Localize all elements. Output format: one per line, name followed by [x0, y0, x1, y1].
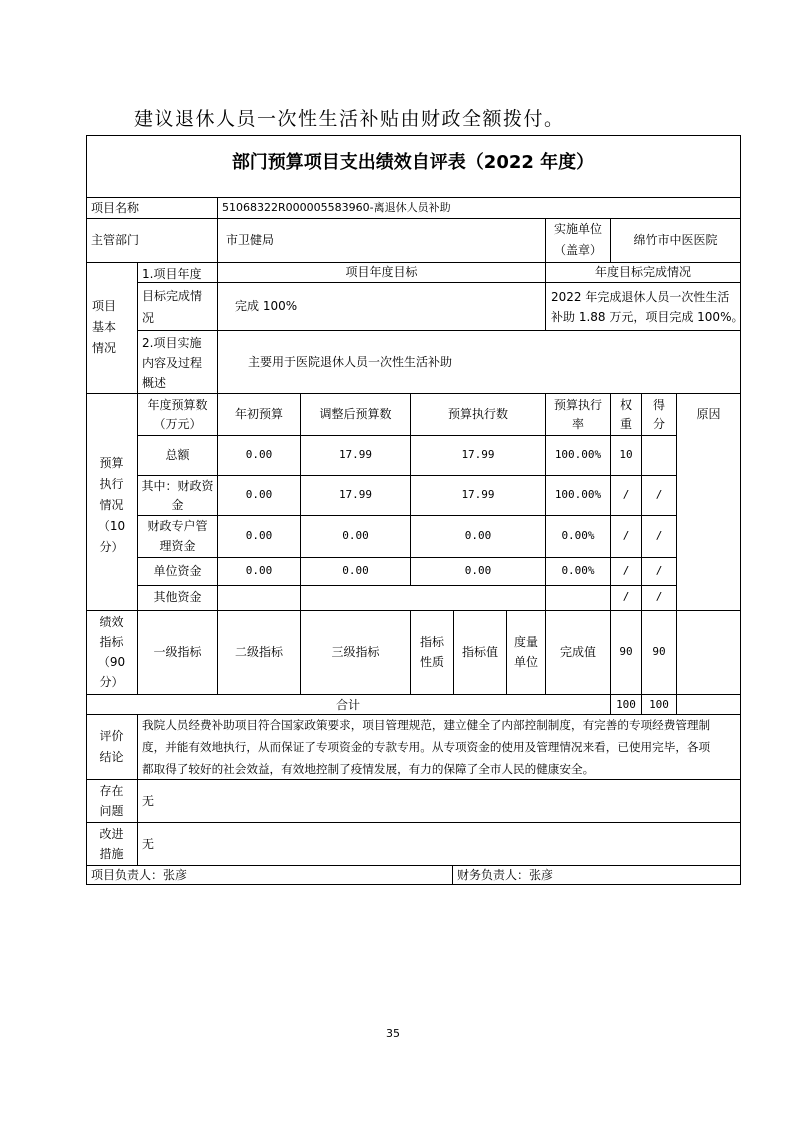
- eval-label-1: 评价: [99, 729, 124, 743]
- impl-unit-label: 实施单位: [553, 222, 602, 236]
- budget-row-label: 财政专户管: [147, 519, 208, 533]
- total-label: 合计: [335, 698, 360, 712]
- budget-header-rate-2: 率: [571, 417, 584, 431]
- issues-value: 无: [142, 794, 155, 808]
- budget-label-1: 预算: [99, 456, 124, 470]
- impl-unit-value: 绵竹市中医医院: [633, 233, 718, 247]
- budget-header-rate-1: 预算执行: [553, 398, 602, 412]
- perf-header-unit-2: 单位: [513, 655, 538, 669]
- budget-row-score: /: [655, 529, 663, 542]
- basic-label-3: 情况: [92, 341, 117, 355]
- page-title: 部门预算项目支出绩效自评表（2022 年度）: [231, 152, 595, 173]
- perf-header-level2: 二级指标: [234, 645, 283, 659]
- budget-row-weight: /: [622, 590, 630, 603]
- budget-row-adjusted: 0.00: [342, 529, 369, 542]
- goal-col-header: 项目年度目标: [345, 265, 418, 279]
- goal-completion-1: 2022 年完成退休人员一次性生活: [551, 290, 730, 304]
- budget-row-weight: /: [622, 488, 630, 501]
- completion-col-header: 年度目标完成情况: [594, 265, 691, 279]
- improve-label-2: 措施: [99, 847, 124, 861]
- budget-row-adjusted: 17.99: [338, 448, 373, 461]
- budget-header-amount-2: （万元）: [153, 417, 202, 431]
- budget-row-initial: 0.00: [245, 448, 273, 461]
- budget-header-reason: 原因: [696, 407, 721, 421]
- budget-header-initial: 年初预算: [234, 407, 283, 421]
- perf-header-unit-1: 度量: [513, 635, 538, 649]
- budget-row-rate: 100.00%: [554, 488, 602, 501]
- budget-header-adjusted: 调整后预算数: [319, 407, 392, 421]
- budget-row-score: /: [655, 590, 663, 603]
- project-lead: 项目负责人：张彦: [91, 868, 188, 882]
- perf-header-level3: 三级指标: [331, 645, 380, 659]
- perf-header-level1: 一级指标: [153, 645, 202, 659]
- issues-label-2: 问题: [99, 804, 124, 818]
- perf-label-3: （90: [97, 655, 126, 669]
- budget-header-score-1: 得: [652, 398, 665, 412]
- budget-row-initial: 0.00: [245, 564, 273, 577]
- budget-header-executed: 预算执行数: [447, 407, 508, 421]
- perf-header-nature-1: 指标: [419, 635, 444, 649]
- perf-weight: 90: [619, 645, 633, 658]
- perf-label-2: 指标: [99, 635, 124, 649]
- budget-row-weight: /: [622, 564, 630, 577]
- improve-value: 无: [142, 837, 155, 851]
- budget-row-label: 总额: [165, 448, 190, 462]
- impl-label-1: 2.项目实施: [142, 336, 202, 350]
- budget-row-score: /: [655, 564, 663, 577]
- basic-label-2: 基本: [92, 320, 117, 334]
- basic-label-1: 项目: [92, 299, 117, 313]
- impl-value: 主要用于医院退休人员一次性生活补助: [248, 355, 453, 369]
- perf-header-nature-2: 性质: [419, 655, 444, 669]
- budget-row-initial: 0.00: [245, 529, 273, 542]
- eval-text-line-2: 度，并能有效地执行，从而保证了专项资金的专款专用。从专项资金的使用及管理情况来看，已使用完毕，各项: [142, 740, 711, 754]
- budget-row-score: /: [655, 488, 663, 501]
- intro-line: 建议退休人员一次性生活补贴由财政全额拨付。: [134, 108, 565, 130]
- impl-label-2: 内容及过程: [142, 356, 203, 370]
- budget-row-rate: 0.00%: [561, 564, 595, 577]
- perf-label-1: 绩效: [99, 615, 124, 629]
- budget-header-weight-2: 重: [619, 417, 632, 431]
- budget-row-rate: 100.00%: [554, 448, 602, 461]
- goal-label-2: 目标完成情: [142, 289, 203, 303]
- impl-label-3: 概述: [142, 376, 167, 390]
- budget-header-score-2: 分: [652, 417, 665, 431]
- budget-row-rate: 0.00%: [561, 529, 595, 542]
- perf-header-value: 指标值: [461, 645, 498, 659]
- total-score: 100: [649, 698, 669, 711]
- improve-label-1: 改进: [99, 827, 124, 841]
- budget-header-weight-1: 权: [619, 398, 632, 412]
- budget-row-adjusted: 0.00: [342, 564, 369, 577]
- total-weight: 100: [616, 698, 636, 711]
- budget-row-label: 其中：财政资: [141, 479, 214, 493]
- project-name-value: 51068322R000005583960-离退休人员补助: [222, 201, 451, 214]
- budget-row-label-cont: 理资金: [159, 539, 196, 553]
- budget-row-label: 其他资金: [153, 590, 202, 604]
- dept-label: 主管部门: [91, 233, 140, 247]
- finance-lead: 财务负责人：张彦: [457, 868, 554, 882]
- budget-label-3: 情况: [99, 498, 124, 512]
- budget-row-executed: 17.99: [461, 488, 495, 501]
- perf-label-4: 分）: [99, 675, 124, 689]
- budget-row-adjusted: 17.99: [338, 488, 373, 501]
- issues-label-1: 存在: [99, 784, 124, 798]
- dept-value: 市卫健局: [226, 233, 275, 247]
- budget-label-4: （10: [97, 519, 126, 533]
- impl-unit-label-seal: （盖章）: [553, 243, 602, 257]
- goal-label-1: 1.项目年度: [142, 267, 202, 281]
- budget-row-executed: 17.99: [461, 448, 495, 461]
- budget-label-5: 分）: [99, 540, 124, 554]
- budget-row-executed: 0.00: [464, 529, 492, 542]
- page-number: 35: [386, 1027, 400, 1040]
- eval-label-2: 结论: [99, 750, 124, 764]
- budget-row-weight: 10: [619, 448, 633, 461]
- budget-header-amount-1: 年度预算数: [147, 398, 208, 412]
- goal-completion-2: 补助 1.88 万元，项目完成 100%。: [551, 310, 744, 324]
- goal-label-3: 况: [142, 311, 155, 325]
- perf-header-done: 完成值: [559, 645, 596, 659]
- budget-label-2: 执行: [99, 477, 124, 491]
- budget-row-executed: 0.00: [464, 564, 492, 577]
- eval-text-line-3: 都取得了较好的社会效益，有效地控制了疫情发展，有力的保障了全市人民的健康安全。: [142, 762, 595, 776]
- perf-score: 90: [652, 645, 666, 658]
- budget-row-label: 单位资金: [153, 564, 202, 578]
- budget-row-initial: 0.00: [245, 488, 273, 501]
- budget-row-label-cont: 金: [171, 498, 184, 512]
- budget-row-weight: /: [622, 529, 630, 542]
- eval-text-line-1: 我院人员经费补助项目符合国家政策要求，项目管理规范，建立健全了内部控制制度，有完善的专项经费管理制: [142, 718, 711, 732]
- project-name-label: 项目名称: [91, 201, 140, 215]
- goal-value: 完成 100%: [235, 299, 298, 313]
